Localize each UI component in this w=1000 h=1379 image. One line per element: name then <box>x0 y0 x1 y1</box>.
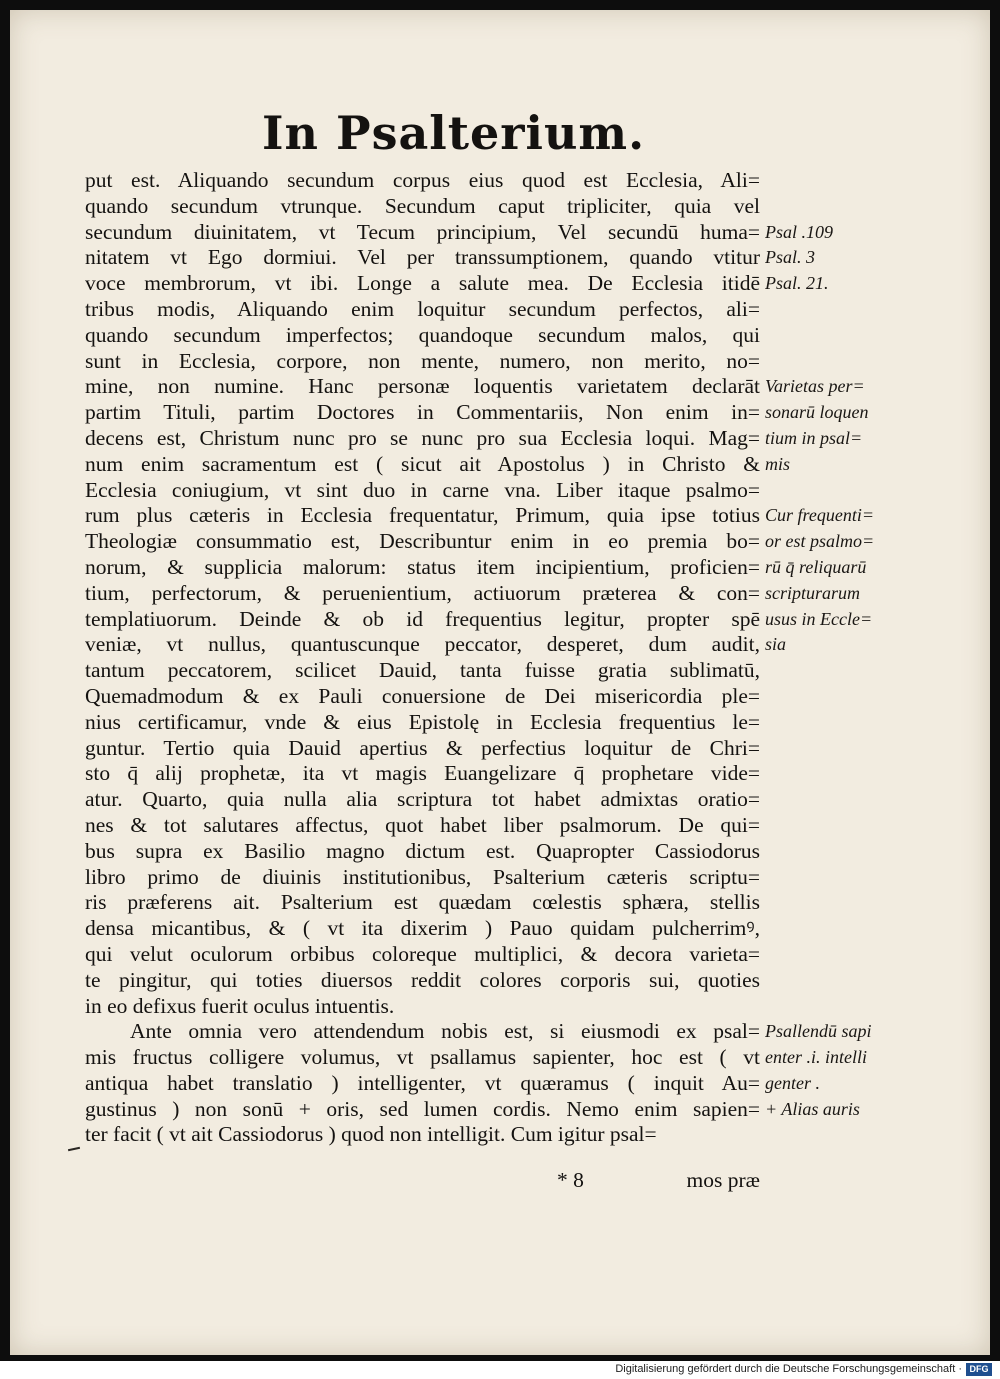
marginal-note-line: Psal .109 <box>765 221 834 242</box>
marginal-note <box>765 503 883 658</box>
text-line: norum, & supplicia malorum: status item incipientium, proficien= <box>85 554 760 579</box>
marginal-note <box>765 1019 883 1096</box>
text-line: nes & tot salutares affectus, quot habet liber psalmorum. De qui= <box>85 812 760 837</box>
marginal-note-line: Psal. 21. <box>765 273 829 294</box>
marginal-note-line: genter . <box>765 1072 820 1093</box>
marginal-note-line: sia <box>765 634 787 655</box>
text-line: Theologiæ consummatio est, Describuntur enim in eo premia bo= <box>85 529 760 554</box>
text-line: nius certificamur, vnde & eius Epistolę in Ecclesia frequentius le= <box>85 709 760 734</box>
marginal-note-line: usus in Eccle= <box>765 608 873 629</box>
text-line: te pingitur, qui toties diuersos reddit colores corporis sui, quoties <box>85 967 760 992</box>
text-line: guntur. Tertio quia Dauid apertius & perfectius loquitur de Chri= <box>85 735 760 760</box>
text-line: quando secundum imperfectos; quandoque secundum malos, qui <box>85 322 760 347</box>
running-head: In Psalterium. <box>262 106 646 160</box>
text-line: densa micantibus, & ( vt ita dixerim ) Pauo quidam pulcherrimꝰ, <box>85 916 760 941</box>
signature-mark: * 8 <box>557 1168 584 1192</box>
marginal-note-line: + Alias auris <box>765 1098 860 1119</box>
marginal-note-line: Psallendū sapi <box>765 1021 872 1042</box>
text-line: put est. Aliquando secundum corpus eius quod est Ecclesia, Ali= <box>85 168 760 192</box>
marginal-note-line: scripturarum <box>765 582 861 603</box>
text-line: antiqua habet translatio ) intelligenter, vt quæramus ( inquit Au= <box>85 1070 760 1095</box>
text-line: num enim sacramentum est ( sicut ait Apostolus ) in Christo & <box>85 451 760 476</box>
text-line: veniæ, vt nullus, quantuscunque peccator, desperet, dum audit, <box>85 632 760 657</box>
text-line: in eo defixus fuerit oculus intuentis. <box>85 993 395 1018</box>
margin-dash-mark <box>68 1147 80 1151</box>
text-line: decens est, Christum nunc pro se nunc pro sua Ecclesia loqui. Mag= <box>85 425 760 450</box>
text-line: partim Tituli, partim Doctores in Commentariis, Non enim in= <box>85 400 760 425</box>
marginal-note <box>765 374 883 477</box>
catchword: mos præ <box>686 1168 760 1192</box>
text-line: sto q̄ alij prophetæ, ita vt magis Euangelizare q̄ prophetare vide= <box>85 761 760 786</box>
text-line: ter facit ( vt ait Cassiodorus ) quod non intelligit. Cum igitur psal= <box>85 1122 657 1147</box>
book-page <box>10 10 990 1355</box>
text-line: ris præferens ait. Psalterium est quædam cœlestis sphæra, stellis <box>85 890 760 915</box>
marginal-note-line: rū q̄ reliquarū <box>765 556 867 577</box>
text-line: secundum diuinitatem, vt Tecum principium, Vel secundū huma= <box>85 219 760 244</box>
text-line: Quemadmodum & ex Pauli conuersione de Dei misericordia ple= <box>85 683 760 708</box>
text-line: tium, perfectorum, & peruenientium, actiuorum præterea & con= <box>85 580 760 605</box>
marginal-note <box>765 1097 883 1123</box>
text-line: sunt in Ecclesia, corpore, non mente, numero, non merito, no= <box>85 348 760 373</box>
marginal-note-line: or est psalmo= <box>765 531 875 552</box>
marginal-note-line: Varietas per= <box>765 376 865 397</box>
marginal-note-line: tium in psal= <box>765 427 863 448</box>
text-line: Ecclesia coniugium, vt sint duo in carne vna. Liber itaque psalmo= <box>85 477 760 502</box>
body-text <box>85 168 760 1148</box>
text-line: quando secundum vtrunque. Secundum caput tripliciter, quia vel <box>85 193 760 218</box>
text-line: atur. Quarto, quia nulla alia scriptura tot habet admixtas oratio= <box>85 787 760 812</box>
catchword-row <box>85 1168 760 1194</box>
text-line: tribus modis, Aliquando enim loquitur secundum perfectos, ali= <box>85 296 760 321</box>
text-line: Ante omnia vero attendendum nobis est, si eiusmodi ex psal= <box>130 1019 760 1044</box>
text-line: gustinus ) non sonū + oris, sed lumen cordis. Nemo enim sapien= <box>85 1096 760 1121</box>
text-line: qui velut oculorum orbibus coloreque multiplici, & decora varieta= <box>85 941 760 966</box>
marginal-note <box>765 220 883 297</box>
text-line: bus supra ex Basilio magno dictum est. Quapropter Cassiodorus <box>85 838 760 863</box>
text-line: templatiuorum. Deinde & ob id frequentius legitur, propter spē <box>85 606 760 631</box>
text-line: mine, non numine. Hanc personæ loquentis varietatem declarāt <box>85 374 760 399</box>
marginal-note-line: Psal. 3 <box>765 247 816 268</box>
text-line: libro primo de diuinis institutionibus, Psalterium cæteris scriptu= <box>85 864 760 889</box>
text-line: mis fructus colligere volumus, vt psallamus sapienter, hoc est ( vt <box>85 1045 760 1070</box>
text-line: voce membrorum, vt ibi. Longe a salute mea. De Ecclesia itidē <box>85 271 760 296</box>
text-line: nitatem vt Ego dormiui. Vel per transsumptionem, quando vtitur <box>85 245 760 270</box>
dfg-logo-icon: DFG <box>966 1363 992 1376</box>
footer-credit: Digitalisierung gefördert durch die Deutsche Forschungsgemeinschaft · <box>615 1363 962 1375</box>
text-line: tantum peccatorem, scilicet Dauid, tanta fuisse gratia sublimatū, <box>85 658 760 683</box>
marginal-note-line: Cur frequenti= <box>765 505 874 526</box>
marginal-note-line: enter .i. intelli <box>765 1047 867 1068</box>
marginal-note-line: mis <box>765 453 791 474</box>
marginal-note-line: sonarū loquen <box>765 402 869 423</box>
text-line: rum plus cæteris in Ecclesia frequentatur, Primum, quia ipse totius <box>85 503 760 528</box>
footer-bar <box>0 1361 1000 1379</box>
